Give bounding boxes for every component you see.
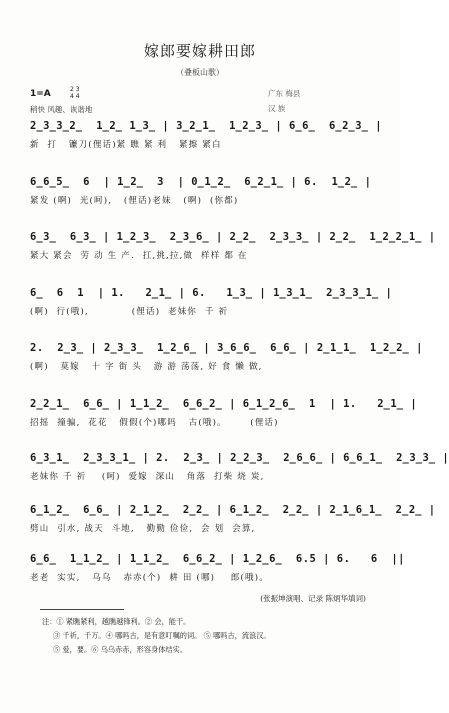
notation-row: 6̲6̲ 1̲1̲2̲ | 1̲1̲2̲ 6̲6̲2̲ | 1̲2̲6̲ 6.5 | 6. 6 || [30,553,406,565]
notation-row: 6̲ 6 1 | 1. 2̲1̲ | 6. 1̲3̲ | 1̲3̲1̲ 2̲3̲3̲1̲ | [30,287,393,299]
lyric-row: 老妹你 千 祈 (呵) 爱嫁 深山 角落 打柴 烧 炭, [30,472,265,482]
notation-row: 6̲3̲ 6̲3̲ | 1̲2̲3̲ 2̲3̲6̲ | 2̲2̲ 2̲3̲3̲ | 2̲2̲ 1̲2̲2̲1̲ | [30,231,436,243]
time-signature [70,86,80,100]
footnote-line: ⑤ 爱，要。⑥ 乌乌赤赤，形容身体结实。 [53,645,187,654]
song-title: 嫁郎要嫁耕田郎 [143,42,256,60]
lyric-row: 紧发 (啊) 光(呵), (俚话)老妹 (啊) (你都) [30,196,239,206]
notation-row: 6̲3̲1̲ 2̲3̲3̲1̲ | 2. 2̲3̲ | 2̲2̲3̲ 2̲6̲6̲ | 6̲6̲1̲ 2̲3̲3̲ | [30,452,449,464]
notation-row: 2̲3̲3̲2̲ 1̲2̲ 1̲3̲ | 3̲2̲1̲ 1̲2̲3̲ | 6̲6̲ 6̲2̲3̲ | [30,120,383,132]
footnote-divider [40,609,124,610]
lyric-row: (啊) 行(哦), (俚话) 老妹你 千 祈 [30,307,229,317]
lyric-row: 老老 实实, 乌乌 赤赤(个) 耕 田 (哪) 郎(哦)。 [30,573,269,583]
key-signature: 1=A [30,89,51,99]
lyric-row: 劈山 引水, 战天 斗地, 勤勤 俭俭, 会 划 会算, [30,524,256,534]
footnote-line: 注：① 紧瞧紧利，越瞧越锋利。② 会，能干。 [42,617,191,626]
notation-row: 2. 2̲3̲ | 2̲3̲3̲ 1̲2̲6̲ | 3̲6̲6̲ 6̲6̲ | 2̲1̲1̲ 1̲2̲2̲ | [30,342,423,354]
source-credit: (张振坤演唱、记录 陈炳华填词) [260,594,366,603]
lyric-row: 招摇 撞骗, 花花 假假(个)哪吗 古(哦)。 (俚话) [30,418,279,428]
notation-row: 2̲2̲1̲ 6̲6̲ | 1̲1̲2̲ 6̲6̲2̲ | 6̲1̲2̲6̲ 1 | 1. 2̲1̲ | [30,398,418,410]
footnote-line: ③ 千祈，千万。④ 哪吗古，是有意叮嘱的词。 ⑤ 哪吗古，流浪汉。 [53,631,271,640]
region-credit: 广东 梅县 [268,89,301,98]
lyric-row: 紧大 紧会 劳 动 生 产. 扛,挑,拉,做 样样 都 在 [30,251,248,261]
lyric-row: (啊) 莫嫁 十 字 街 头 游 游 荡荡, 好 食 懒 做, [30,362,263,372]
time-signature-top: 2 3 [70,86,80,93]
time-signature-bottom: 4 4 [70,93,80,100]
tempo-marking: 稍快 风趣、诙谐地 [30,105,93,114]
collector-credit: 汉 族 [268,104,286,113]
lyric-row: 新 打 镰刀(俚话)紧 瞧 紧 利 紧擦 紧白 [30,140,222,150]
notation-row: 6̲6̲5̲ 6 | 1̲2̲ 3 | 0̲1̲2̲ 6̲2̲1̲ | 6. 1̲2̲ | [30,176,372,188]
notation-row: 6̲1̲2̲ 6̲6̲ | 2̲1̲2̲ 2̲2̲ | 6̲1̲2̲ 2̲2̲ | 2̲1̲6̲1̲ 2̲2̲ | [30,504,436,516]
song-subtitle: （叠板山歌） [176,68,224,77]
